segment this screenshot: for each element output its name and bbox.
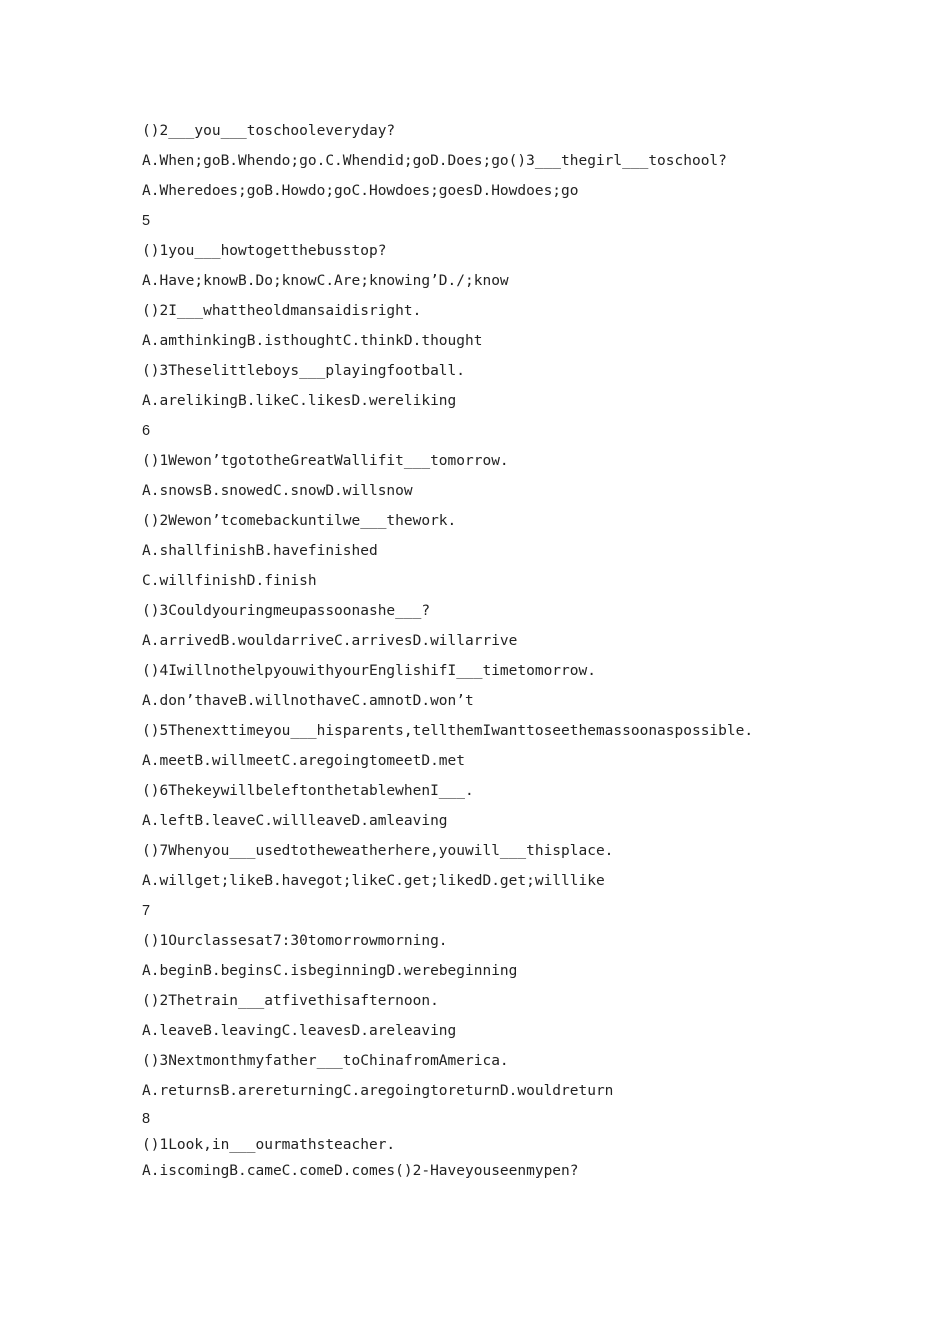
question-line: ()3Theselittleboys___playingfootball.: [142, 363, 466, 379]
question-line: ()2I___whattheoldmansaidisright.: [142, 303, 422, 319]
options-line: A.shallfinishB.havefinished: [142, 543, 378, 559]
section-number: 5: [142, 213, 151, 229]
options-line: A.don’thaveB.willnothaveC.amnotD.won’t: [142, 693, 474, 709]
options-line: A.Wheredoes;goB.Howdo;goC.Howdoes;goesD.Howdoes;go: [142, 183, 579, 199]
options-line: A.leaveB.leavingC.leavesD.areleaving: [142, 1023, 457, 1039]
section-number: 8: [142, 1111, 151, 1127]
question-line: ()4IwillnothelpyouwithyourEnglishifI___timetomorrow.: [142, 663, 596, 679]
options-line: A.amthinkingB.isthoughtC.thinkD.thought: [142, 333, 483, 349]
question-line: ()5Thenexttimeyou___hisparents,tellthemIwanttoseethemassoonaspossible.: [142, 723, 754, 739]
options-line: A.iscomingB.cameC.comeD.comes()2-Haveyouseenmypen?: [142, 1163, 579, 1179]
question-line: ()1you___howtogetthebusstop?: [142, 243, 387, 259]
options-line: A.meetB.willmeetC.aregoingtomeetD.met: [142, 753, 466, 769]
options-line: A.arelikingB.likeC.likesD.wereliking: [142, 393, 457, 409]
question-line: ()7Whenyou___usedtotheweatherhere,youwill___thisplace.: [142, 843, 614, 859]
options-line: A.When;goB.Whendo;go.C.Whendid;goD.Does;go()3___thegirl___toschool?: [142, 153, 727, 169]
question-line: ()6ThekeywillbeleftonthetablewhenI___.: [142, 783, 474, 799]
options-line: A.arrivedB.wouldarriveC.arrivesD.willarrive: [142, 633, 518, 649]
question-line: ()1Ourclassesat7:30tomorrowmorning.: [142, 933, 448, 949]
section-number: 6: [142, 423, 151, 439]
options-line: A.leftB.leaveC.willleaveD.amleaving: [142, 813, 448, 829]
options-line: A.beginB.beginsC.isbeginningD.werebeginning: [142, 963, 518, 979]
question-line: ()2Thetrain___atfivethisafternoon.: [142, 993, 439, 1009]
options-line: A.snowsB.snowedC.snowD.willsnow: [142, 483, 413, 499]
options-line: C.willfinishD.finish: [142, 573, 317, 589]
question-line: ()1Look,in___ourmathsteacher.: [142, 1137, 396, 1153]
question-line: ()1Wewon’tgototheGreatWallifit___tomorrow.: [142, 453, 509, 469]
options-line: A.willget;likeB.havegot;likeC.get;likedD.get;willlike: [142, 873, 605, 889]
section-number: 7: [142, 903, 151, 919]
document-body: [142, 116, 932, 1184]
question-line: ()2___you___toschooleveryday?: [142, 123, 396, 139]
options-line: A.Have;knowB.Do;knowC.Are;knowing’D./;know: [142, 273, 509, 289]
options-line: A.returnsB.arereturningC.aregoingtoreturnD.wouldreturn: [142, 1083, 614, 1099]
question-line: ()3Couldyouringmeupassoonashe___?: [142, 603, 431, 619]
question-line: ()3Nextmonthmyfather___toChinafromAmerica.: [142, 1053, 509, 1069]
question-line: ()2Wewon’tcomebackuntilwe___thework.: [142, 513, 457, 529]
